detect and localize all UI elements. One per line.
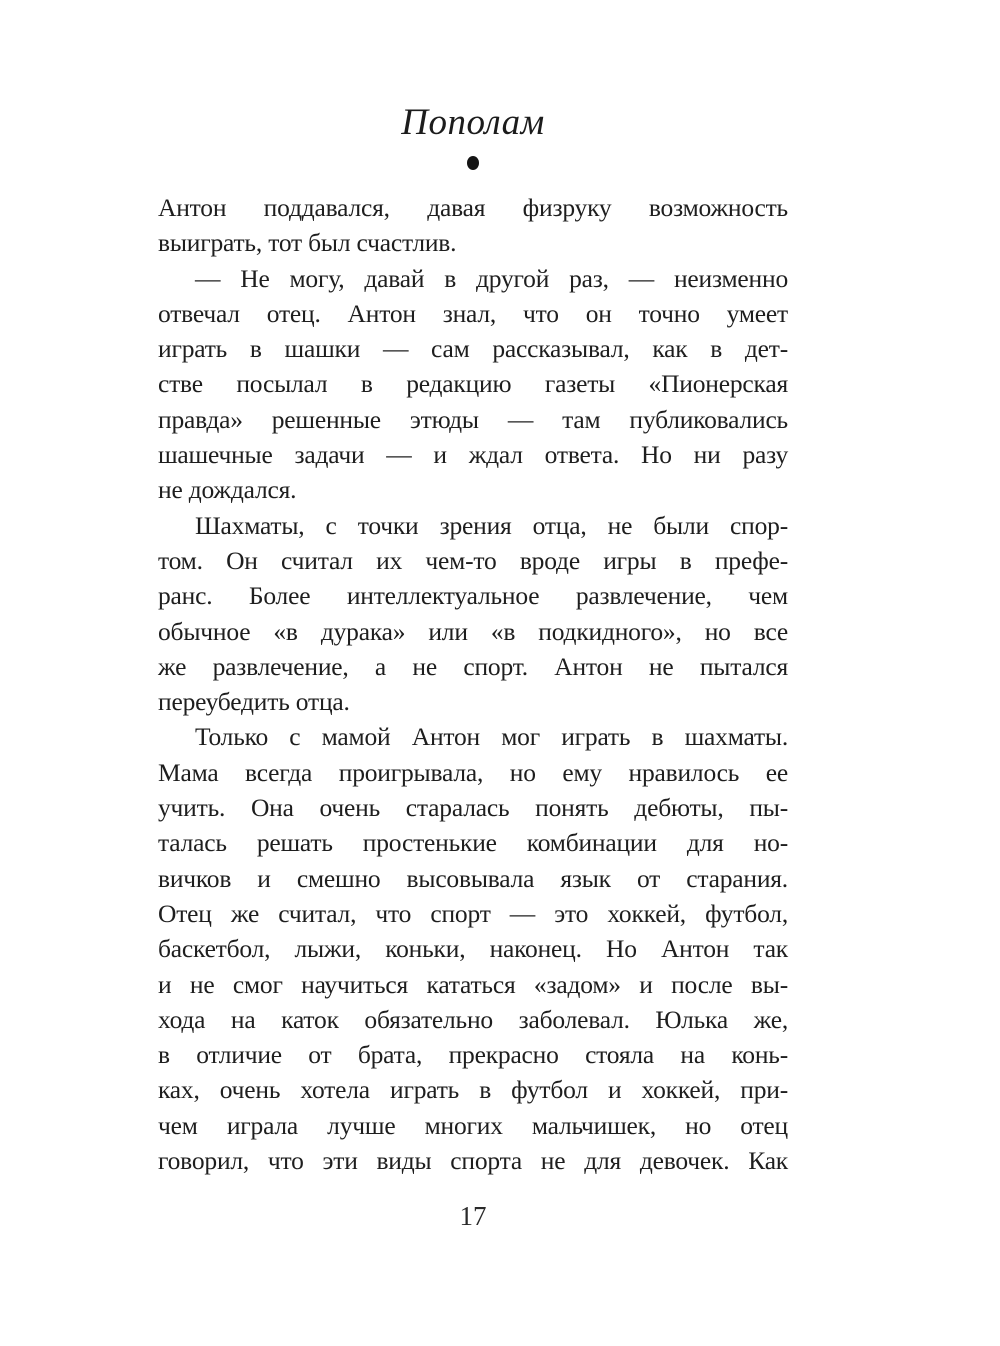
text-line: отвечал отец. Антон знал, что он точно умеет — [158, 298, 788, 328]
text-line: и не смог научиться кататься «задом» и после вы- — [158, 969, 788, 999]
text-line: шашечные задачи — и ждал ответа. Но ни разу — [158, 440, 788, 470]
text-line: в отличие от брата, прекрасно стояла на конь- — [158, 1040, 788, 1070]
page-number: 17 — [459, 1201, 487, 1231]
text-line: правда» решенные этюды — там публиковались — [158, 404, 788, 434]
text-line: выиграть, тот был счастлив. — [158, 228, 457, 258]
text-line: обычное «в дурака» или «в подкидного», но все — [158, 616, 788, 646]
text-line: не дождался. — [158, 475, 297, 505]
text-line: стве посылал в редакцию газеты «Пионерская — [158, 369, 788, 399]
text-line: Антон поддавался, давая физруку возможность — [158, 193, 788, 222]
text-line: том. Он считал их чем-то вроде игры в префе- — [158, 545, 788, 575]
text-line: ках, очень хотела играть в футбол и хоккей, при- — [158, 1075, 788, 1105]
text-line: Отец же считал, что спорт — это хоккей, футбол, — [158, 898, 788, 928]
text-line: Мама всегда проигрывала, но ему нравилось ее — [158, 757, 788, 787]
text-line: играть в шашки — сам рассказывал, как в дет- — [158, 334, 788, 364]
page-body-text — [158, 190, 788, 1178]
text-line: баскетбол, лыжи, коньки, наконец. Но Антон так — [158, 934, 788, 964]
text-line: Шахматы, с точки зрения отца, не были спор- — [195, 510, 788, 540]
running-head-title: Пополам — [401, 102, 545, 143]
text-line: вичков и смешно высовывала язык от старания. — [158, 863, 788, 893]
text-line: чем играла лучше многих мальчишек, но отец — [158, 1110, 788, 1140]
text-line: переубедить отца. — [158, 687, 350, 717]
text-line: — Не могу, давай в другой раз, — неизменно — [195, 263, 788, 293]
text-line: хода на каток обязательно заболевал. Юлька же, — [158, 1004, 788, 1034]
text-line: ранс. Более интеллектуальное развлечение, чем — [158, 581, 788, 611]
text-line: талась решать простенькие комбинации для но- — [158, 828, 788, 858]
text-line: Только с мамой Антон мог играть в шахматы. — [195, 722, 788, 752]
text-line: учить. Она очень старалась понять дебюты, пы- — [158, 793, 788, 823]
text-line: же развлечение, а не спорт. Антон не пытался — [158, 651, 788, 681]
section-divider-dot-icon — [467, 156, 479, 170]
text-line: говорил, что эти виды спорта не для девочек. Как — [158, 1146, 788, 1176]
